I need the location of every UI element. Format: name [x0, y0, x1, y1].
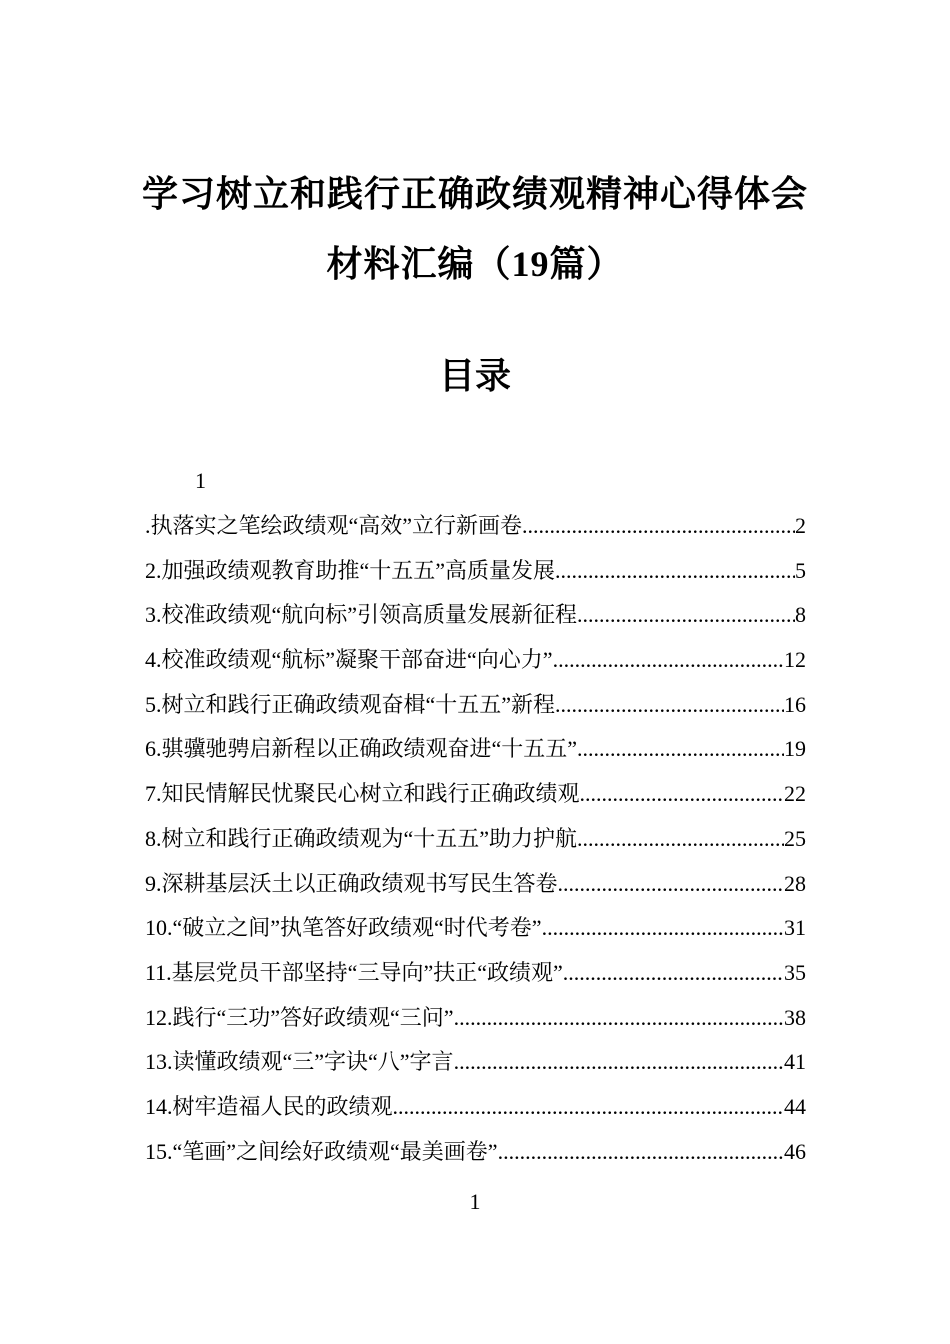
toc-entry-page: 8	[795, 602, 806, 628]
toc-entry-label: 2.加强政绩观教育助推“十五五”高质量发展	[145, 557, 556, 583]
toc-dot-leader	[393, 1091, 784, 1123]
toc-dot-leader	[563, 957, 784, 989]
toc-dot-leader	[555, 689, 784, 721]
toc-entry[interactable]	[145, 957, 806, 1002]
toc-entry-label: 7.知民情解民忧聚民心树立和践行正确政绩观	[145, 781, 580, 807]
toc-entry-label: 5.树立和践行正确政绩观奋楫“十五五”新程	[145, 691, 556, 717]
toc-heading: 目录	[438, 356, 511, 396]
toc-entry[interactable]	[145, 1091, 806, 1136]
toc-entry-label: 10.“破立之间”执笔答好政绩观“时代考卷”	[145, 915, 542, 941]
toc-entry-label: 13.读懂政绩观“三”字诀“八”字言	[145, 1049, 454, 1075]
toc-entry-label: 12.践行“三功”答好政绩观“三问”	[145, 1004, 454, 1030]
toc-entry-page: 22	[784, 781, 806, 807]
toc-entry[interactable]	[145, 778, 806, 823]
table-of-contents	[145, 510, 806, 1180]
toc-entry-page: 28	[784, 870, 806, 896]
toc-entry[interactable]	[145, 510, 806, 555]
toc-entry-page: 5	[795, 557, 806, 583]
toc-entry[interactable]	[145, 868, 806, 913]
toc-entry-page: 19	[784, 736, 806, 762]
toc-entry[interactable]	[145, 733, 806, 778]
toc-entry-label: 11.基层党员干部坚持“三导向”扶正“政绩观”	[145, 959, 563, 985]
toc-dot-leader	[522, 510, 795, 542]
toc-entry-page: 35	[784, 959, 806, 985]
toc-entry-label: 14.树牢造福人民的政绩观	[145, 1093, 393, 1119]
toc-dot-leader	[553, 644, 784, 676]
toc-entry-page: 46	[784, 1138, 806, 1164]
toc-entry[interactable]	[145, 644, 806, 689]
toc-entry-label: 8.树立和践行正确政绩观为“十五五”助力护航	[145, 825, 578, 851]
toc-dot-leader	[542, 912, 784, 944]
toc-dot-leader	[577, 733, 784, 765]
toc-dot-leader	[498, 1136, 784, 1168]
toc-entry[interactable]	[145, 823, 806, 868]
toc-entry-page: 41	[784, 1049, 806, 1075]
toc-dot-leader	[580, 778, 784, 810]
toc-stray-number: 1	[195, 468, 206, 493]
toc-entry-page: 12	[784, 647, 806, 673]
toc-entry-label: 15.“笔画”之间绘好政绩观“最美画卷”	[145, 1138, 498, 1164]
toc-entry[interactable]	[145, 689, 806, 734]
toc-dot-leader	[558, 868, 784, 900]
toc-entry-page: 31	[784, 915, 806, 941]
toc-entry[interactable]	[145, 912, 806, 957]
page-number: 1	[469, 1189, 481, 1214]
toc-entry-label: 6.骐骥驰骋启新程以正确政绩观奋进“十五五”	[145, 736, 578, 762]
toc-entry[interactable]	[145, 1046, 806, 1091]
toc-dot-leader	[555, 555, 795, 587]
toc-entry[interactable]	[145, 599, 806, 644]
toc-entry-page: 2	[795, 513, 806, 538]
document-title-line-2: 材料汇编（19篇）	[326, 244, 624, 284]
toc-entry-page: 44	[784, 1093, 806, 1119]
document-title-line-1: 学习树立和践行正确政绩观精神心得体会	[141, 174, 808, 214]
toc-entry[interactable]	[145, 1002, 806, 1047]
toc-entry-label: .执落实之笔绘政绩观“高效”立行新画卷	[145, 513, 523, 538]
toc-dot-leader	[454, 1002, 784, 1034]
toc-entry-label: 3.校准政绩观“航向标”引领高质量发展新征程	[145, 602, 578, 628]
toc-entry[interactable]	[145, 555, 806, 600]
toc-dot-leader	[577, 823, 784, 855]
toc-entry-label: 4.校准政绩观“航标”凝聚干部奋进“向心力”	[145, 647, 553, 673]
toc-entry-page: 38	[784, 1004, 806, 1030]
toc-dot-leader	[454, 1046, 784, 1078]
toc-dot-leader	[577, 599, 795, 631]
toc-entry-page: 16	[784, 691, 806, 717]
toc-entry-label: 9.深耕基层沃土以正确政绩观书写民生答卷	[145, 870, 558, 896]
toc-entry[interactable]	[145, 1136, 806, 1181]
toc-entry-page: 25	[784, 825, 806, 851]
